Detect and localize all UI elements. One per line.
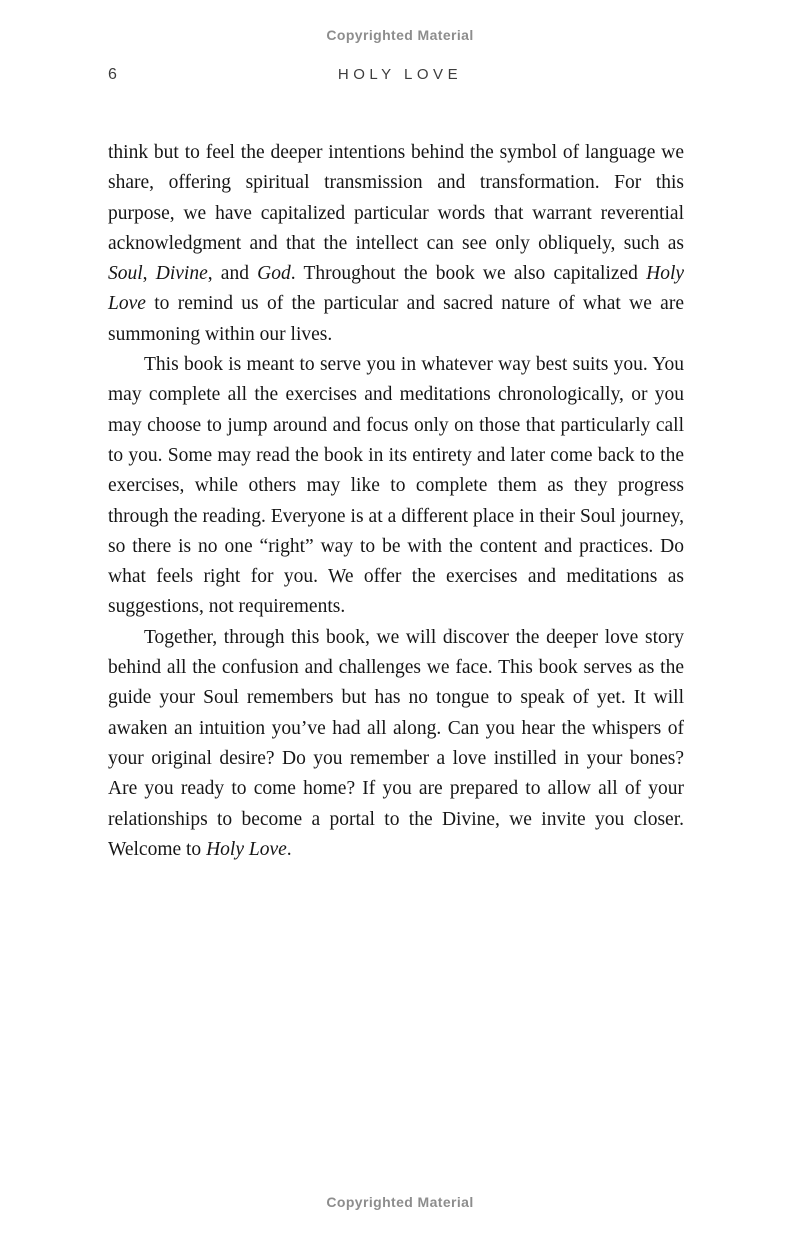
text-fragment: , and: [207, 263, 258, 285]
italic-term-god: God: [257, 263, 291, 285]
text-fragment: ,: [142, 263, 156, 285]
italic-term-holy-love: Holy Love: [206, 838, 287, 860]
text-fragment: .: [286, 838, 292, 860]
page-number: 6: [108, 66, 117, 83]
paragraph-2: [108, 350, 684, 623]
copyright-notice-bottom: Copyrighted Material: [326, 1194, 474, 1210]
text-fragment: think but to feel the deeper intentions behind the symbol of language we share, offering spiritual transmission and transformation. For this purpose, we have capitalized particular words that warrant reverential acknowledgment and that the intellect can see only obliquely, such as: [108, 142, 684, 254]
italic-term-divine: Divine: [155, 263, 208, 285]
body-text: [108, 138, 684, 865]
text-fragment: This book is meant to serve you in whatever way best suits you. You may complete all the exercises and meditations chronologically, or you may choose to jump around and focus only on those that particularly call to you. Some may read the book in its entirety and later come back to the exercises, while others may like to complete them as they progress through the reading. Everyone is at a different place in their Soul journey, so there is no one “right” way to be with the content and practices. Do what feels right for you. We offer the exercises and meditations as suggestions, not requirements.: [108, 354, 684, 618]
paragraph-1: [108, 138, 684, 350]
copyright-notice-top: Copyrighted Material: [326, 27, 474, 43]
paragraph-3: [108, 623, 684, 865]
italic-term-holy-love: Holy Love: [108, 263, 685, 315]
text-fragment: Together, through this book, we will discover the deeper love story behind all the confusion and challenges we face. This book serves as the guide your Soul remembers but has no tongue to speak of yet. It will awaken an intuition you’ve had all along. Can you hear the whispers of your original desire? Do you remember a love instilled in your bones? Are you ready to come home? If you are prepared to allow all of your relationships to become a portal to the Divine, we invite you closer. Welcome to: [108, 626, 684, 860]
text-fragment: . Throughout the book we also capitalized: [290, 263, 647, 285]
running-head: HOLY LOVE: [337, 66, 463, 83]
page-header: [0, 66, 800, 88]
text-fragment: to remind us of the particular and sacred nature of what we are summoning within our lives.: [108, 293, 684, 345]
italic-term-soul: Soul: [108, 263, 143, 285]
